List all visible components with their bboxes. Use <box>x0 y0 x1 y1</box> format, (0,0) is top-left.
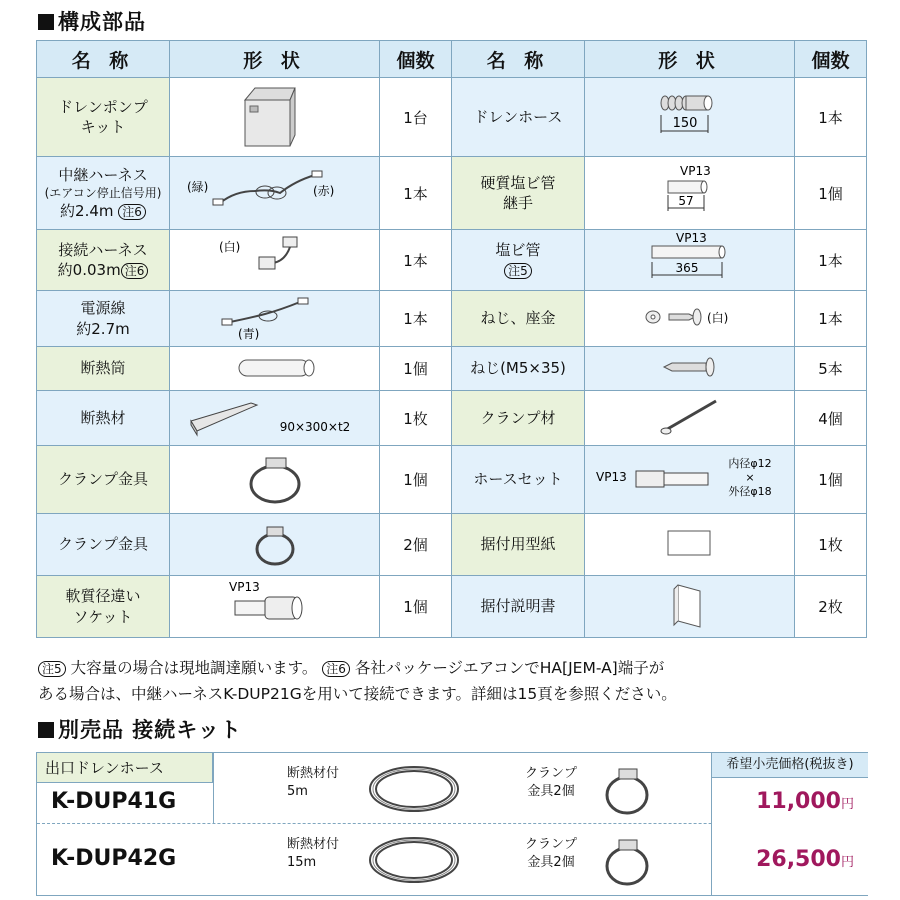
table-row <box>37 291 867 347</box>
part-name <box>37 514 170 576</box>
dimension-label: 57 <box>677 194 694 208</box>
part-shape <box>585 157 795 230</box>
table-row <box>37 391 867 446</box>
note-badge: 注6 <box>121 263 149 279</box>
table-row <box>37 446 867 514</box>
part-name <box>37 446 170 514</box>
dimension-label: 90×300×t2 <box>279 420 350 434</box>
clamp-fitting-icon <box>240 448 310 508</box>
part-name-line: ソケット <box>73 607 133 626</box>
inner-diameter-label: 内径φ12 <box>727 456 772 470</box>
part-name <box>452 514 585 576</box>
part-name-line: ねじ(M5×35) <box>470 359 566 378</box>
part-name-line: ねじ、座金 <box>480 309 556 328</box>
part-qty: 1枚 <box>380 391 452 446</box>
part-shape <box>585 291 795 347</box>
part-shape <box>170 514 380 576</box>
price-value: 11,000 <box>756 789 841 814</box>
part-qty: 1枚 <box>795 514 867 576</box>
relay-harness-icon <box>185 161 365 221</box>
part-name-line: ドレンポンプ <box>58 97 148 116</box>
part-qty: 1本 <box>380 230 452 291</box>
clamp-spec-line: クランプ <box>525 837 578 852</box>
note-badge: 注6 <box>322 661 350 677</box>
part-shape <box>170 391 380 446</box>
part-name-line: 約0.03m <box>57 261 121 279</box>
table-header-row <box>37 41 867 78</box>
section-title-text: 構成部品 <box>58 10 146 34</box>
part-qty: 1台 <box>380 78 452 157</box>
connection-harness-icon <box>215 233 335 283</box>
square-bullet-icon <box>38 14 54 30</box>
part-name-line: 継手 <box>502 194 533 212</box>
part-shape <box>585 514 795 576</box>
footnote <box>38 655 878 707</box>
drain-pump-kit-icon <box>235 80 315 150</box>
note-badge: 注5 <box>504 263 532 279</box>
part-qty: 1個 <box>380 576 452 638</box>
hose-spec-line: 断熱材付 <box>287 837 340 852</box>
hose-set-icon <box>590 453 790 503</box>
hose-spec <box>287 836 339 872</box>
part-shape <box>170 291 380 347</box>
part-shape <box>585 391 795 446</box>
reducer-socket-icon <box>215 577 335 633</box>
insulation-sheet-icon <box>175 391 375 441</box>
note-badge: 注6 <box>118 204 146 220</box>
table-row <box>37 514 867 576</box>
part-name-line: キット <box>80 118 126 136</box>
price-column <box>711 753 868 895</box>
part-name <box>452 78 585 157</box>
header-name: 名 称 <box>452 41 585 78</box>
part-name <box>452 230 585 291</box>
part-name-line: クランプ材 <box>480 408 556 427</box>
part-name <box>452 391 585 446</box>
part-name-line: クランプ金具 <box>57 470 148 489</box>
part-name-line: (エアコン停止信号用) <box>44 185 162 200</box>
clamp-fitting-icon <box>245 515 305 571</box>
part-qty: 1個 <box>795 157 867 230</box>
clamp-band-icon <box>650 391 730 441</box>
rigid-pvc-joint-icon <box>630 161 750 221</box>
part-name <box>452 576 585 638</box>
price-value: 26,500 <box>756 847 841 872</box>
part-shape <box>585 347 795 391</box>
part-shape <box>170 446 380 514</box>
part-name-line: 電源線 <box>80 299 126 318</box>
insulation-tube-icon <box>225 352 325 382</box>
hose-spec-line: 断熱材付 <box>287 766 340 781</box>
coiled-hose-icon <box>362 829 472 891</box>
header-qty: 個数 <box>795 41 867 78</box>
footnote-text: ある場合は、中継ハーネスK-DUP21Gを用いて接続できます。詳細は15頁を参照ください。 <box>38 685 677 703</box>
part-shape <box>170 347 380 391</box>
part-name <box>37 291 170 347</box>
part-name-line: 断熱材 <box>80 408 126 427</box>
part-name-line: 軟質径違い <box>65 587 141 606</box>
table-row <box>37 78 867 157</box>
hose-spec-line: 5m <box>287 784 308 799</box>
screw-icon <box>650 352 730 382</box>
part-qty: 1個 <box>380 446 452 514</box>
part-name-line: 据付説明書 <box>480 597 556 616</box>
power-cord-icon <box>210 292 340 342</box>
pipe-spec-label: VP13 <box>595 469 627 484</box>
clamp-spec-line: クランプ <box>525 766 578 781</box>
template-sheet-icon <box>660 523 720 563</box>
part-shape <box>170 157 380 230</box>
part-shape <box>170 230 380 291</box>
part-name <box>452 446 585 514</box>
header-shape: 形 状 <box>170 41 380 78</box>
table-row <box>37 230 867 291</box>
part-qty: 5本 <box>795 347 867 391</box>
model-number: K-DUP41G <box>51 789 177 814</box>
part-qty: 1本 <box>795 78 867 157</box>
screw-washer-icon <box>635 302 745 332</box>
part-qty: 2枚 <box>795 576 867 638</box>
section-title-text: 別売品 接続キット <box>58 718 242 742</box>
part-name-line: クランプ金具 <box>57 535 148 554</box>
hose-spec-line: 15m <box>287 855 317 870</box>
part-qty: 4個 <box>795 391 867 446</box>
clamp-spec <box>525 836 577 872</box>
footnote-text: 大容量の場合は現地調達願います。 <box>70 659 318 677</box>
part-name-line: 断熱筒 <box>80 359 126 378</box>
header-name: 名 称 <box>37 41 170 78</box>
clamp-spec-line: 金具2個 <box>527 855 575 870</box>
outer-diameter-label: 外径φ18 <box>727 484 772 498</box>
part-name <box>37 391 170 446</box>
section-title-options <box>38 714 242 744</box>
part-qty: 1本 <box>795 230 867 291</box>
table-row <box>37 157 867 230</box>
currency-label: 円 <box>840 855 854 870</box>
connection-kit-table <box>36 752 868 896</box>
part-name-line: 据付用型紙 <box>480 535 556 554</box>
dimension-label: 365 <box>675 261 698 275</box>
part-shape <box>585 576 795 638</box>
part-name-line: 約2.4m <box>60 202 114 221</box>
clamp-fitting-icon <box>597 757 657 821</box>
part-name-line: 硬質塩ビ管 <box>480 173 556 192</box>
table-row <box>37 347 867 391</box>
clamp-spec <box>525 765 577 801</box>
part-name-line: 接続ハーネス <box>58 240 148 259</box>
wire-color-label: (赤) <box>312 184 334 198</box>
header-qty: 個数 <box>380 41 452 78</box>
wire-color-label: (白) <box>218 240 240 254</box>
components-table <box>36 40 867 638</box>
pvc-pipe-icon <box>630 230 750 286</box>
price-header: 希望小売価格(税抜き) <box>712 753 868 778</box>
table-row <box>37 576 867 638</box>
part-qty: 1本 <box>380 291 452 347</box>
dimension-label: 150 <box>672 116 697 131</box>
manual-booklet-icon <box>660 577 720 633</box>
part-name <box>452 347 585 391</box>
pipe-spec-label: VP13 <box>679 164 711 178</box>
coiled-hose-icon <box>362 759 472 819</box>
wire-color-label: (青) <box>237 326 259 341</box>
part-qty: 1本 <box>380 157 452 230</box>
model-number: K-DUP42G <box>51 846 177 871</box>
part-name <box>452 291 585 347</box>
times-label: × <box>744 470 755 484</box>
part-name <box>37 347 170 391</box>
footnote-text: 各社パッケージエアコンでHA[JEM-A]端子が <box>354 659 665 677</box>
part-name <box>452 157 585 230</box>
price <box>756 789 854 814</box>
part-name <box>37 157 170 230</box>
part-shape <box>170 576 380 638</box>
part-name-line: ホースセット <box>473 470 563 489</box>
pipe-spec-label: VP13 <box>675 231 707 245</box>
header-shape: 形 状 <box>585 41 795 78</box>
hose-spec <box>287 765 339 801</box>
part-name <box>37 230 170 291</box>
clamp-spec-line: 金具2個 <box>527 784 575 799</box>
part-qty: 1個 <box>795 446 867 514</box>
price <box>756 847 854 872</box>
color-label: (白) <box>706 310 728 325</box>
part-name-line: ドレンホース <box>473 107 563 126</box>
section-title-components <box>38 6 146 36</box>
currency-label: 円 <box>840 797 854 812</box>
part-name <box>37 576 170 638</box>
kit-header: 出口ドレンホース <box>37 753 213 783</box>
part-name <box>37 78 170 157</box>
part-name-line: 中継ハーネス <box>58 165 148 184</box>
kit-divider <box>213 753 214 824</box>
part-name-line: 約2.7m <box>76 319 130 338</box>
clamp-fitting-icon <box>597 826 657 892</box>
part-shape <box>585 78 795 157</box>
part-qty: 1本 <box>795 291 867 347</box>
note-badge: 注5 <box>38 661 66 677</box>
drain-hose-icon <box>645 85 735 145</box>
part-shape <box>585 446 795 514</box>
part-shape <box>585 230 795 291</box>
square-bullet-icon <box>38 722 54 738</box>
part-name-line: 塩ビ管 <box>495 240 541 259</box>
wire-color-label: (緑) <box>186 180 208 194</box>
part-qty: 1個 <box>380 347 452 391</box>
part-qty: 2個 <box>380 514 452 576</box>
part-shape <box>170 78 380 157</box>
pipe-spec-label: VP13 <box>228 579 260 594</box>
